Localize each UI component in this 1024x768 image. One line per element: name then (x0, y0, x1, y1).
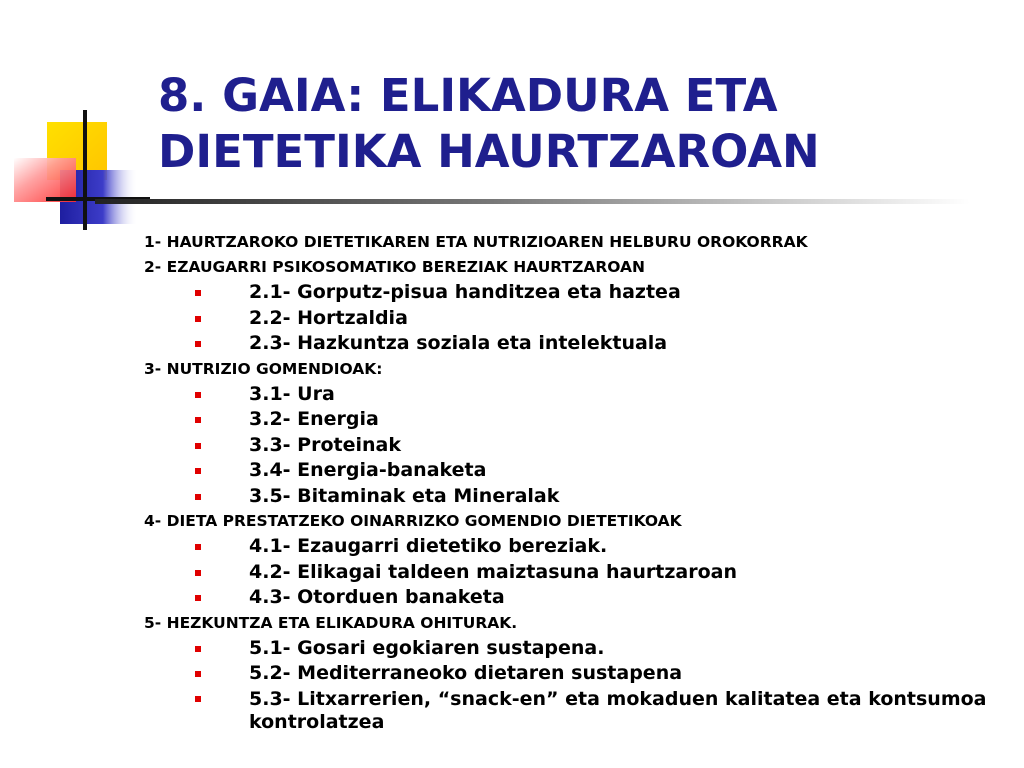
decorative-squares (0, 0, 150, 240)
bullet-square-icon (195, 646, 201, 652)
item-text: 2.3- Hazkuntza soziala eta intelektuala (249, 332, 668, 354)
bullet-square-icon (195, 290, 201, 296)
title-line-2: DIETETIKA HAURTZAROAN (158, 125, 820, 178)
item-text: 3.4- Energia-banaketa (249, 459, 487, 481)
item-3-3 (144, 433, 1004, 459)
item-3-2 (144, 407, 1004, 433)
item-text: 4.1- Ezaugarri dietetiko bereziak. (249, 535, 608, 557)
item-4-3 (144, 585, 1004, 611)
item-5-2 (144, 661, 1004, 687)
item-text: 4.3- Otorduen banaketa (249, 586, 505, 608)
item-text: 3.5- Bitaminak eta Mineralak (249, 484, 560, 507)
bullet-square-icon (195, 570, 201, 576)
topic-outline (144, 230, 1004, 734)
bullet-square-icon (195, 316, 201, 322)
bullet-square-icon (195, 443, 201, 449)
bullet-square-icon (195, 417, 201, 423)
item-3-4 (144, 458, 1004, 484)
item-2-1 (144, 280, 1004, 306)
bullet-square-icon (195, 341, 201, 347)
bullet-square-icon (195, 544, 201, 550)
item-4-1 (144, 534, 1004, 560)
section-2: 2- EZAUGARRI PSIKOSOMATIKO BEREZIAK HAURTZAROAN (144, 258, 645, 276)
section-5: 5- HEZKUNTZA ETA ELIKADURA OHITURAK. (144, 613, 518, 632)
title-divider (95, 199, 970, 204)
item-5-3 (144, 687, 1004, 734)
item-text: 4.2- Elikagai taldeen maiztasuna haurtzaroan (249, 560, 737, 583)
vertical-line (83, 110, 87, 230)
red-square (14, 158, 76, 202)
slide-title (158, 68, 820, 180)
item-text: 3.1- Ura (249, 382, 335, 405)
item-2-3 (144, 331, 1004, 357)
bullet-square-icon (195, 494, 201, 500)
item-text: 5.1- Gosari egokiaren sustapena. (249, 636, 605, 659)
section-1: 1- HAURTZAROKO DIETETIKAREN ETA NUTRIZIOAREN HELBURU OROKORRAK (144, 233, 808, 251)
item-2-2 (144, 306, 1004, 332)
item-3-1 (144, 382, 1004, 408)
item-text: 2.1- Gorputz-pisua handitzea eta haztea (249, 281, 681, 303)
item-4-2 (144, 560, 1004, 586)
bullet-square-icon (195, 392, 201, 398)
bullet-square-icon (195, 595, 201, 601)
section-4: 4- DIETA PRESTATZEKO OINARRIZKO GOMENDIO DIETETIKOAK (144, 512, 682, 530)
bullet-square-icon (195, 671, 201, 677)
item-5-1 (144, 636, 1004, 662)
section-3: 3- NUTRIZIO GOMENDIOAK: (144, 359, 383, 378)
bullet-square-icon (195, 696, 201, 702)
title-line-1: 8. GAIA: ELIKADURA ETA (158, 69, 778, 122)
item-text: 5.3- Litxarrerien, “snack-en” eta mokaduen kalitatea eta kontsumoa kontrolatzea (249, 687, 987, 733)
item-text: 3.3- Proteinak (249, 433, 401, 456)
item-text: 5.2- Mediterraneoko dietaren sustapena (249, 662, 683, 684)
item-text: 2.2- Hortzaldia (249, 306, 408, 329)
bullet-square-icon (195, 468, 201, 474)
item-3-5 (144, 484, 1004, 510)
item-text: 3.2- Energia (249, 408, 379, 430)
